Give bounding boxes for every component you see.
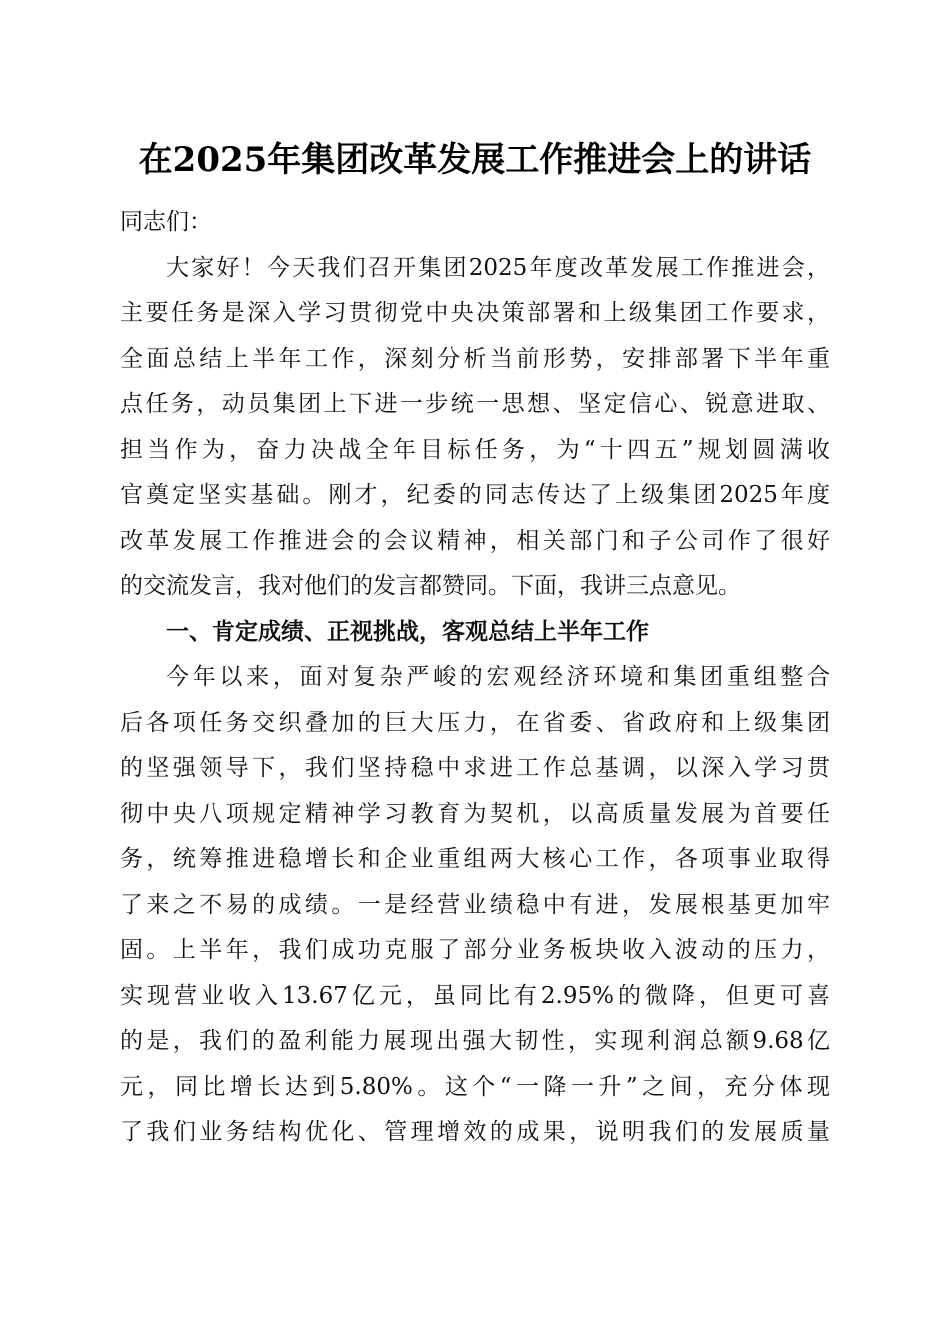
paragraph-line: 了我们业务结构优化、管理增效的成果，说明我们的发展质量	[120, 1119, 830, 1145]
paragraph-line: 点任务，动员集团上下进一步统一思想、坚定信心、锐意进取、	[120, 391, 830, 417]
paragraph-line: 务，统筹推进稳增长和企业重组两大核心工作，各项事业取得	[120, 846, 830, 872]
document-body	[120, 200, 830, 1156]
paragraph-line: 今年以来，面对复杂严峻的宏观经济环境和集团重组整合	[166, 664, 830, 690]
paragraph-line: 的是，我们的盈利能力展现出强大韧性，实现利润总额9.68亿	[120, 1028, 830, 1054]
paragraph-line: 全面总结上半年工作，深刻分析当前形势，安排部署下半年重	[120, 345, 830, 372]
paragraph-line: 元，同比增长达到5.80%。这个“一降一升”之间，充分体现	[120, 1073, 830, 1100]
document-title: 在2025年集团改革发展工作推进会上的讲话	[138, 140, 812, 180]
paragraph-line: 固。上半年，我们成功克服了部分业务板块收入波动的压力，	[120, 937, 830, 963]
paragraph-line: 官奠定坚实基础。刚才，纪委的同志传达了上级集团2025年度	[120, 482, 830, 508]
paragraph-line: 了来之不易的成绩。一是经营业绩稳中有进，发展根基更加牢	[120, 891, 830, 918]
paragraph-line: 担当作为，奋力决战全年目标任务，为“十四五”规划圆满收	[120, 436, 830, 463]
paragraph-line: 实现营业收入13.67亿元，虽同比有2.95%的微降，但更可喜	[120, 982, 830, 1009]
paragraph-line: 大家好！今天我们召开集团2025年度改革发展工作推进会，	[166, 254, 830, 281]
paragraph-line: 后各项任务交织叠加的巨大压力，在省委、省政府和上级集团	[120, 709, 830, 736]
paragraph-line: 主要任务是深入学习贯彻党中央决策部署和上级集团工作要求，	[120, 300, 830, 326]
paragraph-line: 改革发展工作推进会的会议精神，相关部门和子公司作了很好	[120, 527, 830, 554]
paragraph-line: 的坚强领导下，我们坚持稳中求进工作总基调，以深入学习贯	[120, 755, 830, 781]
salutation-line: 同志们：	[120, 209, 212, 235]
section-heading: 一、肯定成绩、正视挑战，客观总结上半年工作	[166, 618, 649, 645]
paragraph-line: 的交流发言，我对他们的发言都赞同。下面，我讲三点意见。	[120, 573, 741, 599]
paragraph-line: 彻中央八项规定精神学习教育为契机，以高质量发展为首要任	[120, 800, 830, 827]
